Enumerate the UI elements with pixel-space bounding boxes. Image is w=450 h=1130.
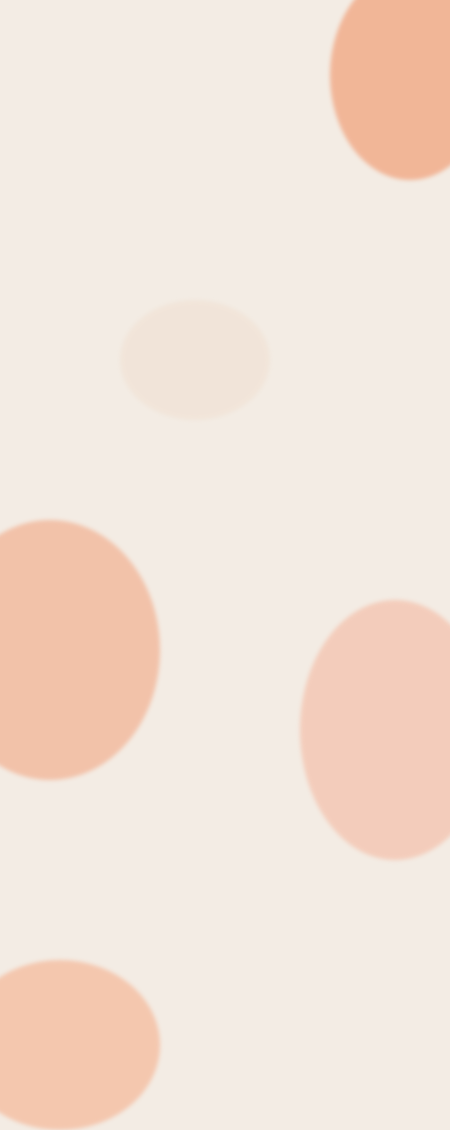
background-blob <box>0 960 160 1130</box>
background-blob <box>300 600 450 860</box>
background-blob <box>330 0 450 180</box>
background-blob <box>0 520 160 780</box>
background-blob <box>120 300 270 420</box>
